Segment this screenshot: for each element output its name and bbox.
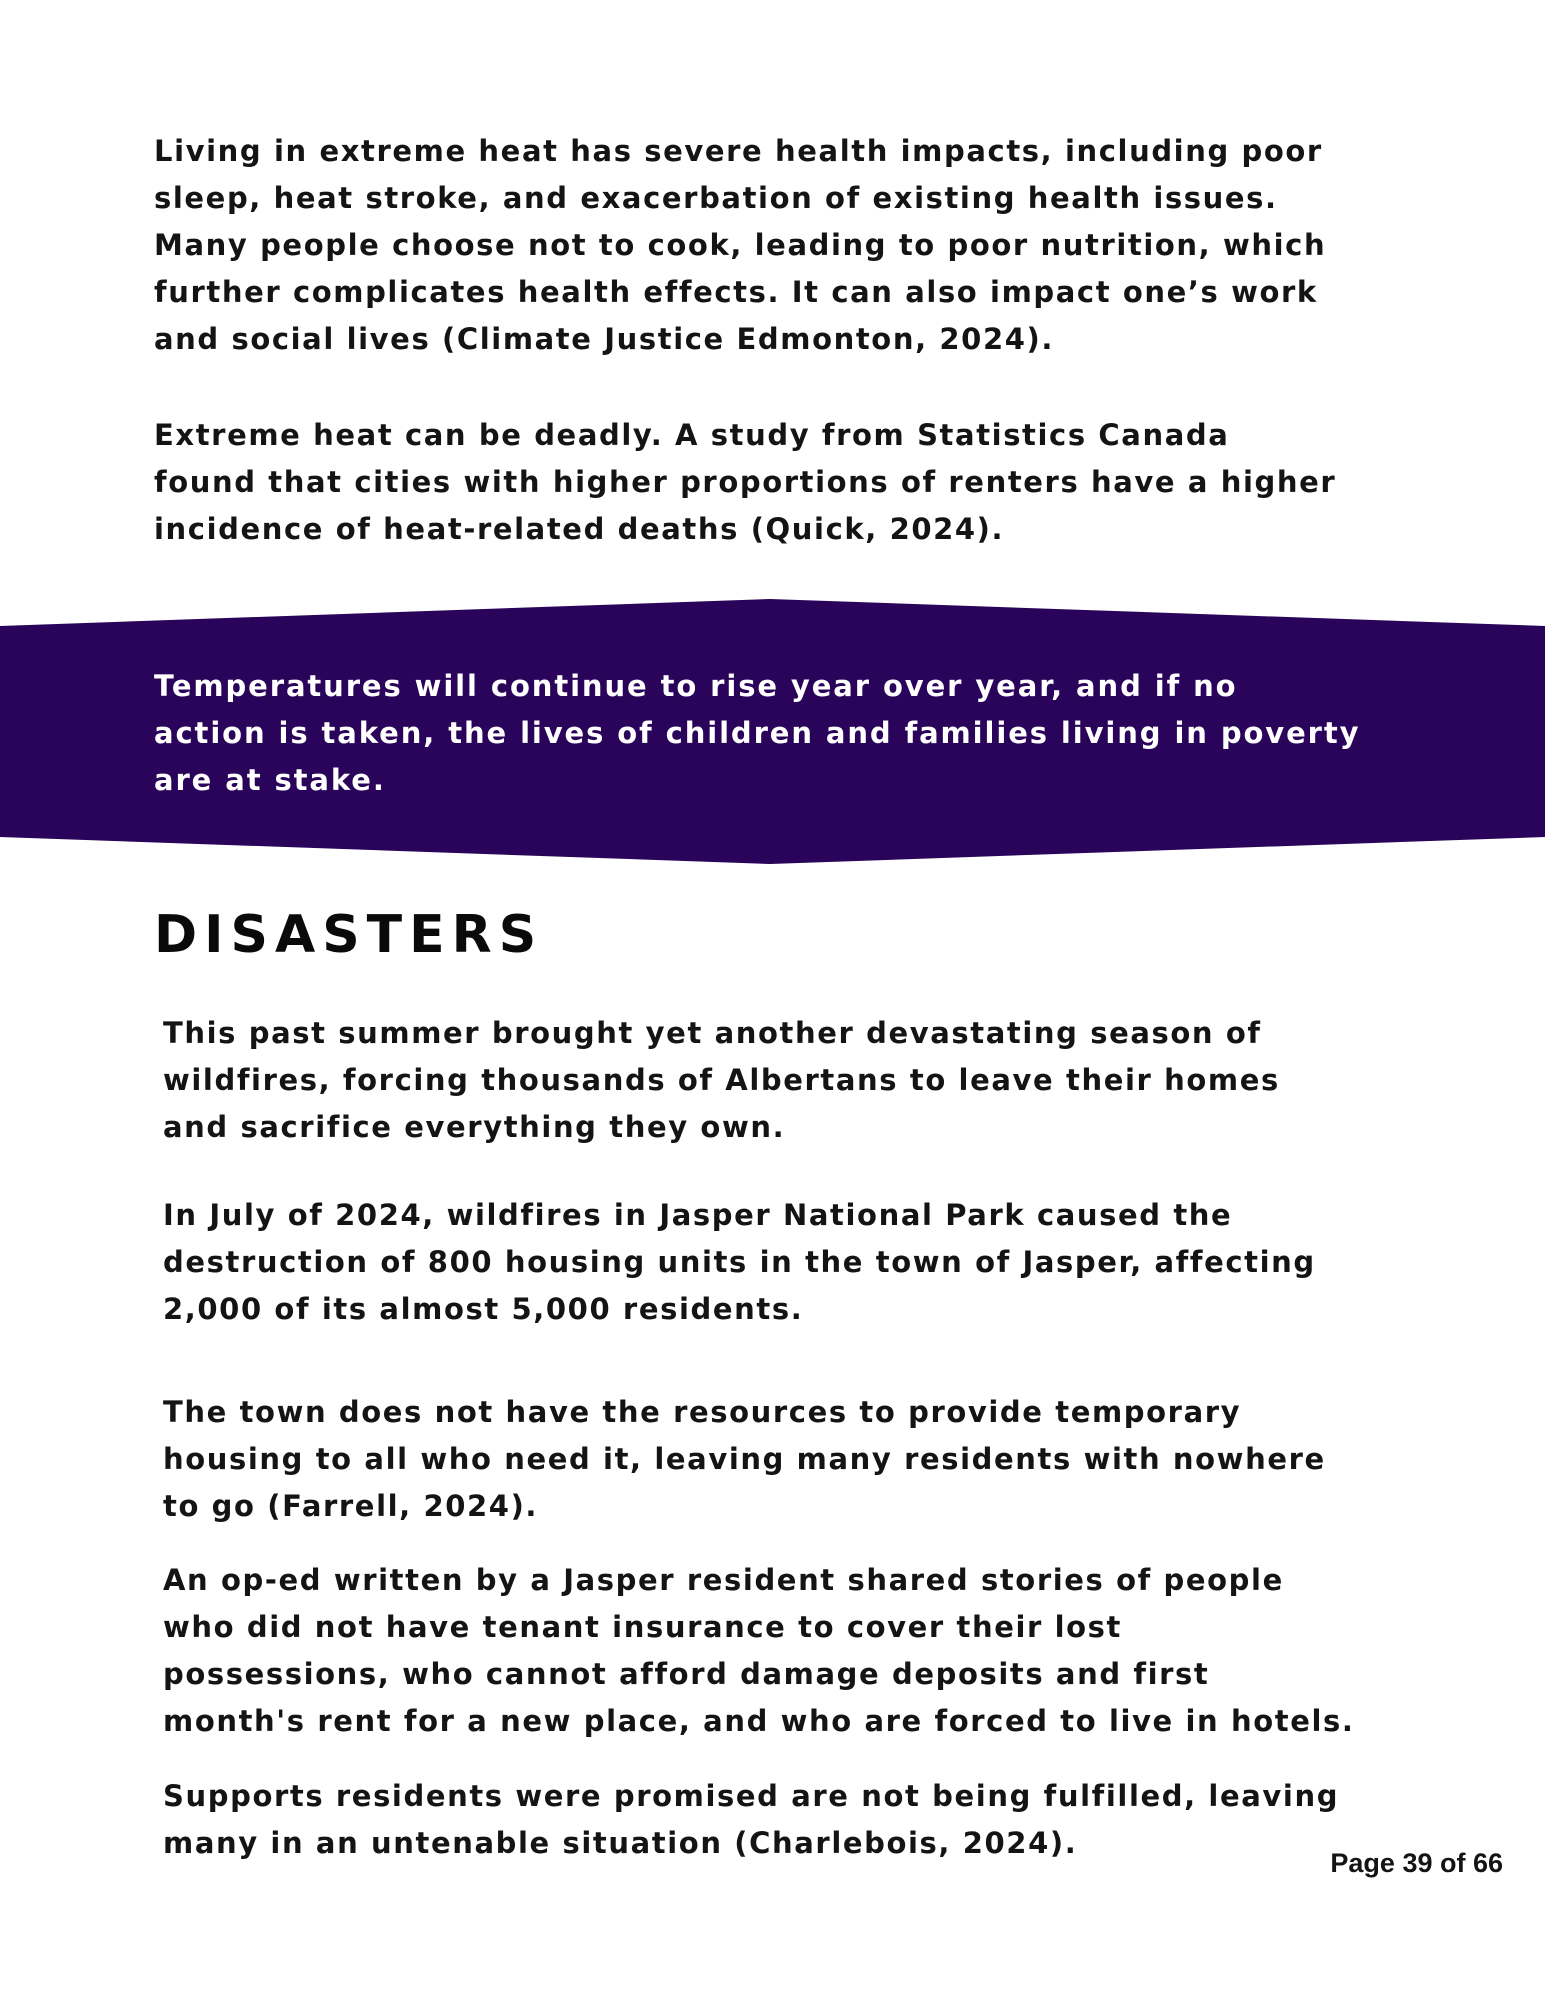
text-line: are at stake. xyxy=(154,763,386,797)
text-line: Temperatures will continue to rise year over year, and if no xyxy=(154,669,1238,703)
text-line: action is taken, the lives of children and families living in poverty xyxy=(154,716,1361,750)
text-line: and social lives (Climate Justice Edmonton, 2024). xyxy=(154,322,1054,356)
heat-health-paragraph xyxy=(154,128,1326,363)
op-ed-paragraph xyxy=(163,1557,1355,1745)
temporary-housing-paragraph xyxy=(163,1389,1326,1530)
text-line: incidence of heat-related deaths (Quick, 2024). xyxy=(154,512,1005,546)
jasper-fire-paragraph xyxy=(163,1192,1316,1333)
section-heading: DISASTERS xyxy=(154,905,544,965)
text-line: month's rent for a new place, and who are forced to live in hotels. xyxy=(163,1704,1355,1738)
text-line: Living in extreme heat has severe health impacts, including poor xyxy=(154,134,1323,168)
text-line: destruction of 800 housing units in the town of Jasper, affecting xyxy=(163,1245,1316,1279)
text-line: who did not have tenant insurance to cover their lost xyxy=(163,1610,1123,1644)
text-line: The town does not have the resources to provide temporary xyxy=(163,1395,1242,1429)
text-line: to go (Farrell, 2024). xyxy=(163,1489,539,1523)
text-line: sleep, heat stroke, and exacerbation of existing health issues. xyxy=(154,181,1278,215)
text-line: many in an untenable situation (Charlebois, 2024). xyxy=(163,1826,1078,1860)
text-line: Extreme heat can be deadly. A study from Statistics Canada xyxy=(154,418,1230,452)
text-line: and sacrifice everything they own. xyxy=(163,1110,786,1144)
text-line: Many people choose not to cook, leading to poor nutrition, which xyxy=(154,228,1327,262)
wildfire-season-paragraph xyxy=(163,1010,1280,1151)
text-line: 2,000 of its almost 5,000 residents. xyxy=(163,1292,804,1326)
text-line: This past summer brought yet another devastating season of xyxy=(163,1016,1262,1050)
text-line: In July of 2024, wildfires in Jasper National Park caused the xyxy=(163,1198,1233,1232)
text-line: possessions, who cannot afford damage deposits and first xyxy=(163,1657,1210,1691)
page-number: Page 39 of 66 xyxy=(1330,1848,1503,1878)
heat-deaths-paragraph xyxy=(154,412,1336,553)
text-line: housing to all who need it, leaving many residents with nowhere xyxy=(163,1442,1326,1476)
text-line: An op-ed written by a Jasper resident shared stories of people xyxy=(163,1563,1284,1597)
text-line: Supports residents were promised are not being fulfilled, leaving xyxy=(163,1779,1340,1813)
supports-paragraph xyxy=(163,1773,1339,1867)
text-line: further complicates health effects. It can also impact one’s work xyxy=(154,275,1318,309)
text-line: found that cities with higher proportions of renters have a higher xyxy=(154,465,1337,499)
text-line: wildfires, forcing thousands of Albertans to leave their homes xyxy=(163,1063,1280,1097)
callout-banner-text xyxy=(154,663,1360,804)
